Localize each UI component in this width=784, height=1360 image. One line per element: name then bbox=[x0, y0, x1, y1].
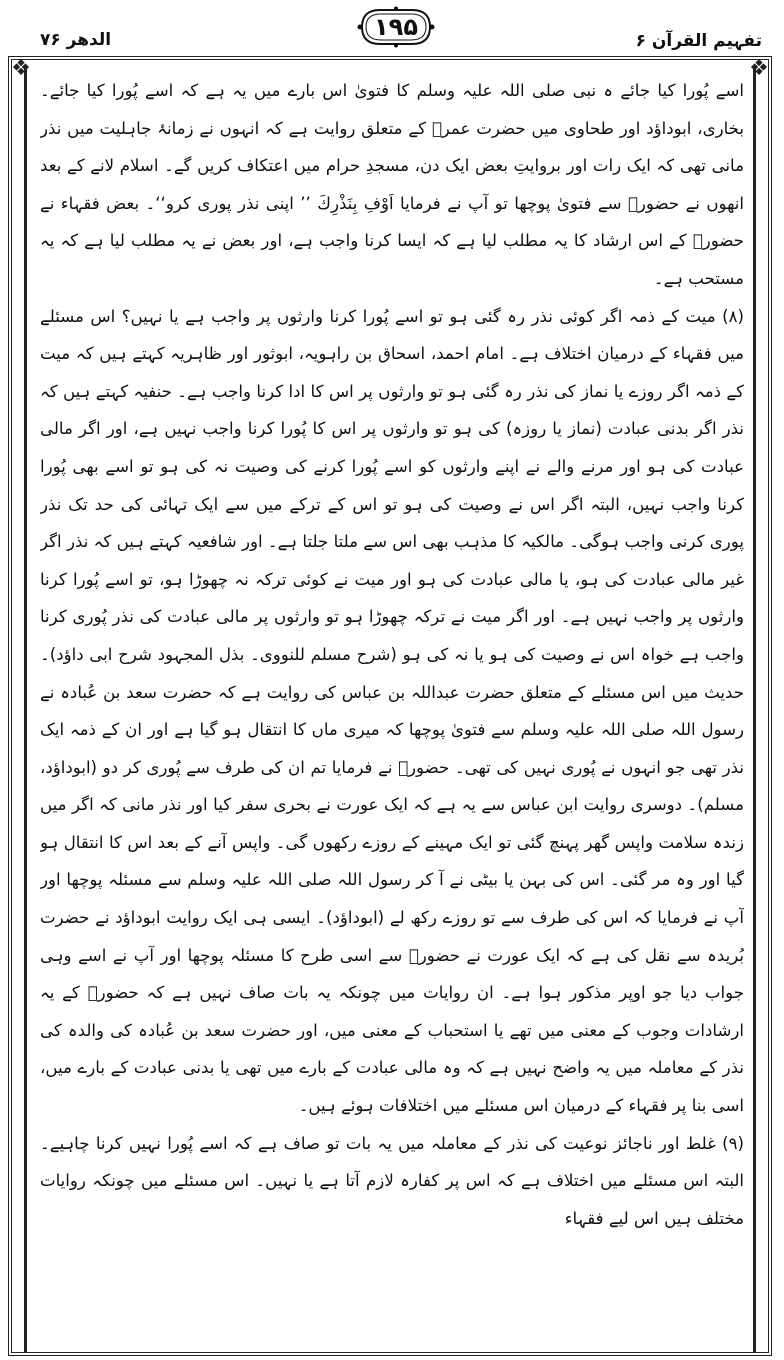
page-number-badge bbox=[356, 6, 436, 48]
page-number: ۱۹۵ bbox=[374, 13, 418, 41]
main-text bbox=[40, 72, 744, 1352]
page-header bbox=[0, 0, 784, 62]
corner-ornament-icon: ❖ bbox=[749, 56, 769, 81]
surah-label: الدھر ۷۶ bbox=[40, 30, 112, 50]
paragraph: اسے پُورا کیا جائے ہ نبی صلی اللہ علیہ وسلم کا فتویٰ اس بارے میں یہ ہے کہ اسے پُورا کیا جائے۔ بخاری، ابوداؤد اور طحاوی میں حضرت عمرؓ کے متعلق روایت ہے کہ انہوں نے زمانۂ جاہلیت میں نذر مانی تھی کہ ایک رات اور بروایتِ بعض ایک دن، مسجدِ حرام میں اعتکاف کریں گے۔ اسلام لانے کے بعد انھوں نے حضورؐ سے فتویٰ پوچھا تو آپ نے فرمایا اَوْفِ بِنَذْرِكَ ’’ اپنی نذر پوری کرو‘‘۔ بعض فقہاء نے حضورؐ کے اس ارشاد کا یہ مطلب لیا ہے کہ ایسا کرنا واجب ہے، اور بعض نے یہ مطلب لیا ہے کہ یہ مستحب ہے۔ bbox=[40, 81, 744, 288]
paragraph: (۹) غلط اور ناجائز نوعیت کی نذر کے معاملہ میں یہ بات تو صاف ہے کہ اسے پُورا نہیں کرنا چاہیے۔ البتہ اس مسئلے میں اختلاف ہے کہ اس پر کفارہ لازم آتا ہے یا نہیں۔ اس مسئلے میں چونکہ روایات مختلف ہیں اس لیے فقہاء bbox=[40, 1133, 744, 1228]
book-title: تفہیم القرآن ۶ bbox=[635, 31, 762, 51]
corner-ornament-icon: ❖ bbox=[11, 56, 31, 81]
paragraph: (۸) میت کے ذمہ اگر کوئی نذر رہ گئی ہو تو اسے پُورا کرنا وارثوں پر واجب ہے یا نہیں؟ اس مسئلے میں فقہاء کے درمیان اختلاف ہے۔ امام احمد، اسحاق بن راہویہ، ابوثور اور ظاہریہ کہتے ہیں کہ میت کے ذمہ اگر روزے یا نماز کی نذر رہ گئی ہو تو وارثوں پر اس کا ادا کرنا واجب ہے۔ حنفیہ کہتے ہیں کہ نذر اگر بدنی عبادت (نماز یا روزہ) کی ہو تو وارثوں پر اس کا پُورا کرنا واجب نہیں ہے، اور اگر مالی عبادت کی ہو اور مرنے والے نے اپنے وارثوں کو اسے پُورا کرنے کی وصیت نہ کی ہو تو اسے بھی پُورا کرنا واجب نہیں، البتہ اگر اس نے وصیت کی ہو تو اس کے ترکے میں سے ایک تہائی کی حد تک نذر پوری کرنی واجب ہوگی۔ مالکیہ کا مذہب بھی اس سے ملتا جلتا ہے۔ اور شافعیہ کہتے ہیں کہ نذر اگر غیر مالی عبادت کی ہو، یا مالی عبادت کی ہو اور میت نے کوئی ترکہ نہ چھوڑا ہو، تو اسے پُورا کرنا وارثوں پر واجب نہیں ہے۔ اور اگر میت نے ترکہ چھوڑا ہو تو وارثوں پر مالی عبادت کی نذر پُوری کرنا واجب ہے خواہ اس نے وصیت کی ہو یا نہ کی ہو (شرح مسلم للنووی۔ بذل المجہود شرح ابی داؤد)۔ حدیث میں اس مسئلے کے متعلق حضرت عبداللہ بن عباس کی روایت ہے کہ حضرت سعد بن عُبادہ نے رسول اللہ صلی اللہ علیہ وسلم سے فتویٰ پوچھا کہ میری ماں کا انتقال ہو گیا ہے اور ان کے ذمہ ایک نذر تھی جو انہوں نے پُوری نہیں کی تھی۔ حضورؐ نے فرمایا تم ان کی طرف سے پُوری کر دو (ابوداؤد، مسلم)۔ دوسری روایت ابن عباس سے یہ ہے کہ ایک عورت نے بحری سفر کیا اور نذر مانی کہ اگر میں زندہ سلامت واپس گھر پہنچ گئی تو ایک مہینے کے روزے رکھوں گی۔ واپس آنے کے بعد اس کا انتقال ہو گیا اور وہ مر گئی۔ اس کی بہن یا بیٹی نے آ کر رسول اللہ صلی اللہ علیہ وسلم سے مسئلہ پوچھا اور آپ نے فرمایا کہ اس کی طرف سے تو روزے رکھ لے (ابوداؤد)۔ ایسی ہی ایک روایت ابوداؤد نے حضرت بُریدہ سے نقل کی ہے کہ ایک عورت نے حضورؐ سے اسی طرح کا مسئلہ پوچھا اور آپ نے اسے وہی جواب دیا جو اوپر مذکور ہوا ہے۔ ان روایات میں چونکہ یہ بات صاف نہیں ہے کہ حضورؐ کے یہ ارشادات وجوب کے معنی میں تھے یا استحباب کے معنی میں، اور حضرت سعد بن عُبادہ کی والدہ کی نذر کے معاملہ میں یہ واضح نہیں ہے کہ وہ مالی عبادت کے بارے میں تھی یا بدنی عبادت کے بارے میں، اسی بنا پر فقہاء کے درمیان اس مسئلے میں اختلافات ہوئے ہیں۔ bbox=[40, 306, 744, 1116]
